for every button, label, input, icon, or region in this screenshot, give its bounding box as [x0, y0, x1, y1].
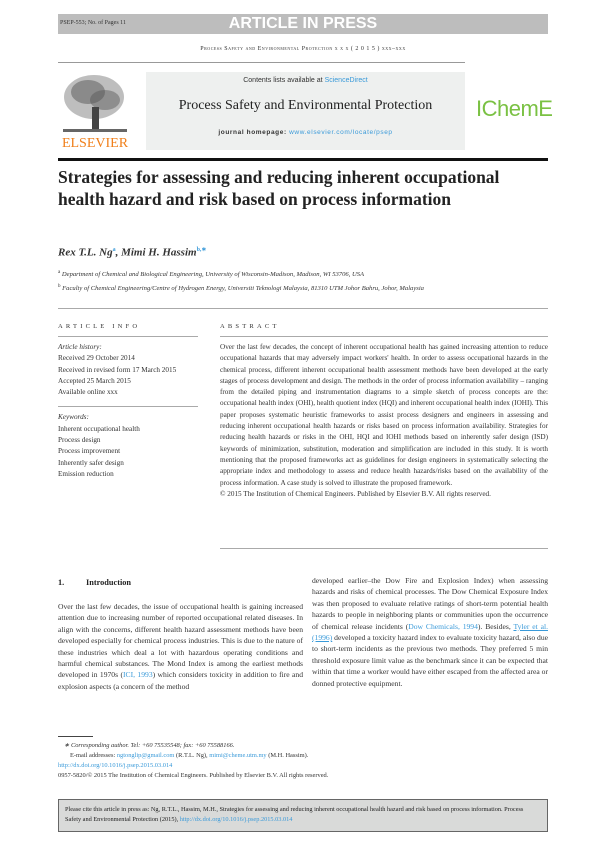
- thick-divider: [58, 158, 548, 161]
- section-number: 1.: [58, 578, 65, 587]
- article-info-heading: ARTICLE INFO: [58, 323, 141, 330]
- email-link[interactable]: ngtonglip@gmail.com: [116, 752, 175, 759]
- elsevier-logo: [58, 71, 133, 151]
- article-info: [58, 323, 198, 480]
- article-in-press-label: ARTICLE IN PRESS: [228, 15, 378, 32]
- reference-link[interactable]: ICI, 1993: [123, 670, 153, 680]
- footnote: [58, 741, 548, 781]
- issn-copyright: 0957-5820/© 2015 The Institution of Chemical Engineers. Published by Elsevier B.V. All rights reserved.: [58, 772, 329, 779]
- reference-link[interactable]: Tyler et al. (1996): [312, 621, 548, 643]
- doi-link[interactable]: http://dx.doi.org/10.1016/j.psep.2015.03.014: [58, 762, 173, 769]
- homepage-line: [146, 129, 465, 136]
- citation-doi-link[interactable]: http://dx.doi.org/10.1016/j.psep.2015.03.014: [179, 816, 293, 823]
- homepage-label: journal homepage:: [218, 129, 290, 136]
- body-text: Over the last few decades, the issue of occupational health is gaining increased attention due to increasing number of reported occupational related diseases. In align with the concerns, different health hazard assessment methods have been developed especially for chemical process industries. This is due to the nature of these industries which deal a lot with hazardous operating conditions and harmful chemical substances. The Mond Index is among the earliest methods developed in 1970s (: [58, 602, 303, 680]
- keywords-label: Keywords:: [58, 413, 89, 422]
- elsevier-tree-icon: [58, 71, 133, 151]
- divider: [58, 406, 198, 407]
- history-label: Article history:: [58, 343, 102, 351]
- affiliation-text: Faculty of Chemical Engineering/Centre of Hydrogen Energy, Universiti Teknologi Malaysia, 81310 UTM Johor Bahru, Johor, Malaysia: [62, 284, 424, 292]
- keyword: Process improvement: [58, 447, 121, 456]
- abstract-copyright: © 2015 The Institution of Chemical Engineers. Published by Elsevier B.V. All rights reserved.: [220, 489, 491, 498]
- author-name: Mimi H. Hassim: [121, 246, 197, 259]
- divider: [58, 336, 198, 337]
- author-sup[interactable]: a: [112, 247, 116, 253]
- divider: [58, 62, 465, 63]
- reference-link[interactable]: Dow Chemicals, 1994: [408, 621, 478, 631]
- divider: [58, 308, 548, 309]
- contents-line: [146, 77, 465, 84]
- author-list: Rex T.L. Ng$^a$, Mimi H. Hassim$^{b,∗}$: [58, 246, 207, 259]
- affiliation-sup: b: [58, 283, 61, 289]
- section-heading: [58, 578, 131, 587]
- body-text: developed a toxicity hazard index to evaluate toxicity hazard, also due to short-term incidents as the previous two methods. They preferred 5 min threshold exposure limit value as the benchmark since it can be expected that within that time a worker would have either escaped from the affected area or donned protective equipment.: [312, 633, 548, 688]
- email-line: [58, 751, 548, 761]
- affiliation: [58, 281, 498, 295]
- affiliations: [58, 267, 498, 294]
- body-column-left: [58, 601, 303, 692]
- history-item: Available online xxx: [58, 388, 118, 397]
- author-name: Rex T.L. Ng: [58, 246, 113, 259]
- doi-line: [58, 761, 548, 771]
- homepage-link[interactable]: www.elsevier.com/locate/psep: [289, 129, 393, 136]
- author-sup[interactable]: b,∗: [196, 247, 207, 253]
- affiliation-sup: a: [58, 270, 61, 275]
- affiliation-text: Department of Chemical and Biological Engineering, University of Wisconsin-Madison, Madison, WI 53706, USA: [61, 271, 365, 279]
- affiliation: [58, 267, 498, 281]
- email-label: E-mail addresses:: [70, 752, 117, 759]
- keyword: Inherent occupational health: [58, 424, 140, 433]
- body-text: ) which considers toxicity in addition to fire and explosion aspects (a concern of the method: [58, 670, 304, 691]
- section-title: Introduction: [86, 578, 132, 587]
- keywords: [58, 412, 198, 480]
- divider: [220, 336, 548, 337]
- article-title: Strategies for assessing and reducing inherent occupational health hazard and risk based on process information: [58, 167, 500, 209]
- abstract-heading: ABSTRACT: [220, 323, 280, 330]
- abstract-text: Over the last few decades, the concept of inherent occupational health has gained increasing attention to reduce occupational hazards that may adversely impact workers' health. In order to assess occupational hazards in the chemical process, different inherent occupational health assessment methods have been developed at the early stages of process development and design. The methods in the order of process information availability – ranging from the detailed piping and instrumentation diagrams to a simple sketch of process concepts are the: occupational health index (OHI), health quotient index (HQI) and inherent occupational health index (IOHI). This paper proposes systematic heuristic frameworks to assist process designers and engineers in assessing and reducing inherent occupational health hazards or risks based on process information availability. Strategies for reducing health hazards or risks in the OHI, HQI and IOHI methods based on inherently safer design (ISD) keywords of minimization, substitution, moderation and simplification are included in this study. It is worth mentioning that the proposed frameworks act as guidelines for design engineers in systematically selecting the appropriate index and methodology to assess and reduce health hazards/risks based on the availability of the process information. A case study is solved to illustrate the proposed framework.: [220, 343, 548, 487]
- email-owner: (R.T.L. Ng),: [174, 752, 210, 759]
- history-item: Received in revised form 17 March 2015: [58, 365, 177, 374]
- body-column-right: [312, 575, 548, 689]
- citation-box: [58, 799, 548, 832]
- keyword: Inherently safer design: [58, 458, 124, 467]
- article-history: [58, 342, 198, 398]
- corresponding-author: ∗ Corresponding author. Tel: +60 75535548; fax: +60 75588166.: [64, 742, 235, 749]
- body-text: developed earlier–the Dow Fire and Explosion Index) when assessing hazards and risks of chemical processes. The Dow Chemical Exposure Index was then proposed to evaluate relative ratings of short-term potential health hazards to people in neighboring plants or communities upon the occurrence of chemical release incidents (: [312, 576, 548, 631]
- icheme-logo: IChemE: [476, 96, 553, 121]
- journal-title: Process Safety and Environmental Protection: [178, 98, 433, 113]
- article-in-press-bar: [58, 14, 548, 34]
- svg-text:ELSEVIER: ELSEVIER: [61, 136, 129, 151]
- abstract: [220, 323, 548, 500]
- running-header: Process Safety and Environmental Protection x x x ( 2 0 1 5 ) xxx–xxx: [200, 46, 406, 52]
- body-text: ). Besides,: [477, 621, 514, 631]
- manuscript-meta: PSEP-553; No. of Pages 11: [60, 20, 126, 26]
- keyword: Process design: [58, 436, 101, 445]
- email-owner: (M.H. Hassim).: [266, 752, 309, 759]
- divider: [220, 548, 548, 549]
- contents-text: Contents lists available at: [243, 77, 325, 84]
- citation-text: Please cite this article in press as: Ng, R.T.L., Hassim, M.H., Strategies for assessing and reducing inherent occupational health hazard and risk based on process information. Process Safety and Environmental Protection (2015),: [65, 806, 524, 823]
- email-link[interactable]: mimi@cheme.utm.my: [209, 752, 267, 759]
- journal-banner: [146, 72, 465, 150]
- sciencedirect-link[interactable]: ScienceDirect: [324, 77, 368, 84]
- keyword: Emission reduction: [58, 469, 114, 478]
- history-item: Accepted 25 March 2015: [58, 376, 131, 385]
- footnote-rule: [58, 736, 93, 737]
- history-item: Received 29 October 2014: [58, 354, 135, 363]
